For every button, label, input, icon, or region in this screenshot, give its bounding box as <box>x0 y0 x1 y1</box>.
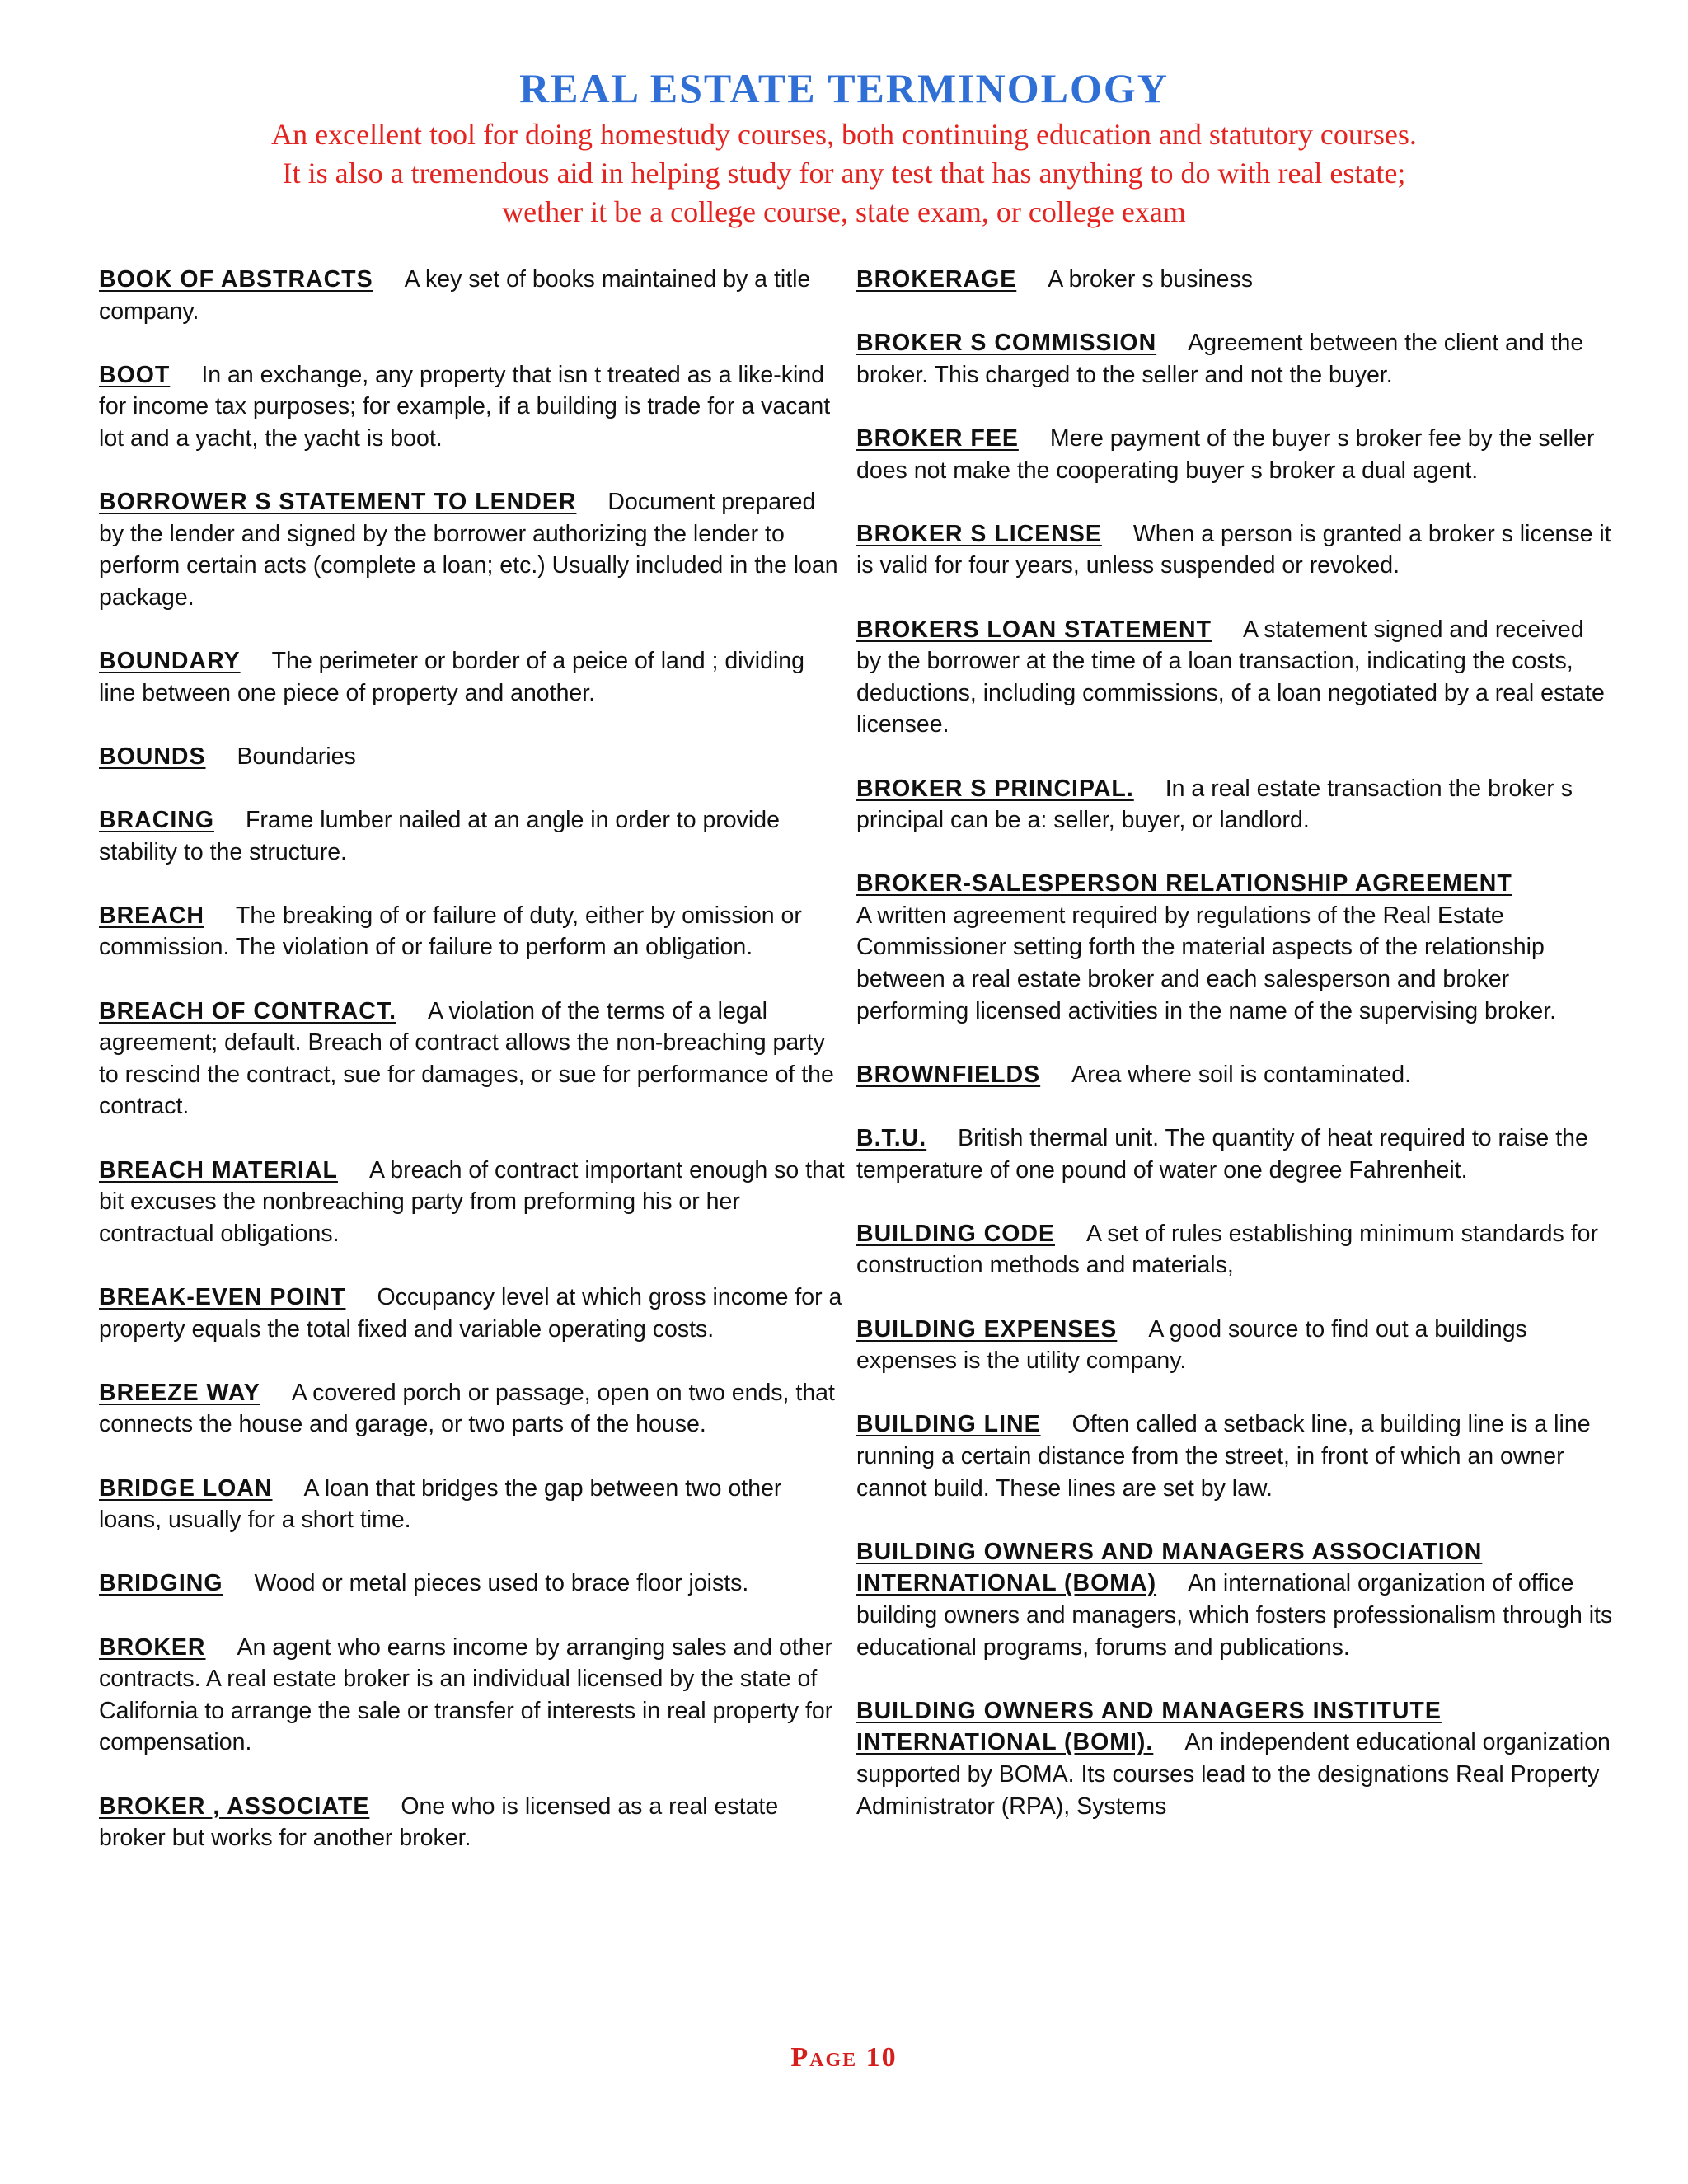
page-number: Page 10 <box>790 2042 898 2073</box>
glossary-term: BOUNDS <box>99 743 206 770</box>
glossary-definition: A set of rules establishing minimum standards for construction methods and materials, <box>856 1220 1598 1279</box>
glossary-term: BREACH <box>99 902 204 929</box>
glossary-definition: Area where soil is contaminated. <box>1071 1061 1412 1088</box>
glossary-term: BUILDING OWNERS AND MANAGERS INSTITUTE INTERNATIONAL (BOMI). <box>856 1697 1442 1756</box>
glossary-term: BUILDING EXPENSES <box>856 1315 1118 1343</box>
subtitle-line: It is also a tremendous aid in helping study for any test that has anything to do with real estate; <box>282 157 1406 190</box>
glossary-entry <box>856 614 1615 741</box>
glossary-entry <box>856 1536 1615 1663</box>
glossary-term: BROKER-SALESPERSON RELATIONSHIP AGREEMENT <box>856 870 1512 898</box>
glossary-term: BROKERS LOAN STATEMENT <box>856 616 1212 643</box>
glossary-term: BREACH MATERIAL <box>99 1156 338 1183</box>
glossary-definition: Frame lumber nailed at an angle in order to provide stability to the structure. <box>99 807 780 865</box>
glossary-entry <box>856 1695 1615 1822</box>
glossary-entry <box>99 1282 845 1345</box>
glossary-definition: A written agreement required by regulations of the Real Estate Commissioner setting forth the material aspects of the relationship between a real estate broker and each salesperson and broker performing licensed activities in the name of the supervising broker. <box>856 902 1557 1024</box>
glossary-entry <box>99 900 845 963</box>
glossary-entry <box>99 1473 845 1536</box>
glossary-term: BROKER S LICENSE <box>856 520 1102 547</box>
glossary-definition: When a person is granted a broker s license it is valid for four years, unless suspended or revoked. <box>856 520 1611 579</box>
glossary-definition: A key set of books maintained by a title company. <box>99 266 811 325</box>
glossary-entry <box>856 1408 1615 1504</box>
glossary-term: BREACH OF CONTRACT. <box>99 997 396 1024</box>
glossary-term: BROKER S PRINCIPAL. <box>856 775 1134 802</box>
glossary-term: BUILDING CODE <box>856 1220 1055 1247</box>
glossary-term: BREAK-EVEN POINT <box>99 1284 346 1310</box>
glossary-definition: Agreement between the client and the broker. This charged to the seller and not the buyer. <box>856 330 1584 388</box>
glossary-term: BUILDING OWNERS AND MANAGERS ASSOCIATION INTERNATIONAL (BOMA) <box>856 1538 1483 1597</box>
glossary-definition: An agent who earns income by arranging sales and other contracts. A real estate broker is an individual licensed by the state of California to arrange the sale or transfer of interests in real property for compensation. <box>99 1633 833 1756</box>
glossary-definition: An independent educational organization supported by BOMA. Its courses lead to the designations Real Property Administrator (RPA), Systems <box>856 1729 1611 1820</box>
glossary-definition: Occupancy level at which gross income for a property equals the total fixed and variable operating costs. <box>99 1284 842 1343</box>
glossary-entry <box>99 1155 845 1250</box>
glossary-entry <box>856 264 1615 296</box>
glossary-definition: In an exchange, any property that isn t treated as a like-kind for income tax purposes; for example, if a building is trade for a vacant lot and a yacht, the yacht is boot. <box>99 361 831 452</box>
glossary-term: BUILDING LINE <box>856 1411 1041 1438</box>
glossary-definition: Document prepared by the lender and signed by the borrower authorizing the lender to perform certain acts (complete a loan; etc.) Usually included in the loan package. <box>99 489 838 611</box>
glossary-entry <box>856 868 1615 1027</box>
glossary-entry <box>99 264 845 327</box>
glossary-entry <box>99 486 845 613</box>
glossary-term: BREEZE WAY <box>99 1379 260 1406</box>
subtitle-block <box>0 115 1688 232</box>
glossary-definition: The breaking of or failure of duty, either by omission or commission. The violation of or failure to perform an obligation. <box>99 902 802 961</box>
glossary-entry <box>856 1059 1615 1091</box>
glossary-entry <box>856 1122 1615 1186</box>
glossary-term: BROKER <box>99 1633 206 1661</box>
glossary-definition: A good source to find out a buildings expenses is the utility company. <box>856 1315 1527 1375</box>
glossary-term: B.T.U. <box>856 1125 927 1152</box>
glossary-term: BRACING <box>99 807 214 834</box>
glossary-entry <box>99 645 845 709</box>
right-column <box>856 264 1615 1854</box>
glossary-definition: A statement signed and received by the borrower at the time of a loan transaction, indicating the costs, deductions, including commissions, of a loan negotiated by a real estate licensee. <box>856 616 1605 738</box>
glossary-definition: Wood or metal pieces used to brace floor joists. <box>254 1570 749 1597</box>
glossary-definition: The perimeter or border of a peice of land ; dividing line between one piece of property and another. <box>99 648 804 706</box>
glossary-definition: A loan that bridges the gap between two other loans, usually for a short time. <box>99 1474 782 1534</box>
glossary-definition: In a real estate transaction the broker s principal can be a: seller, buyer, or landlord. <box>856 775 1573 834</box>
glossary-term: BORROWER S STATEMENT TO LENDER <box>99 489 577 516</box>
glossary-term: BOOK OF ABSTRACTS <box>99 266 373 293</box>
glossary-definition: A breach of contract important enough so that bit excuses the nonbreaching party from preforming his or her contractual obligations. <box>99 1156 845 1247</box>
glossary-entry <box>856 518 1615 582</box>
glossary-entry <box>99 996 845 1122</box>
glossary-definition: One who is licensed as a real estate broker but works for another broker. <box>99 1793 779 1852</box>
glossary-term: BOOT <box>99 361 171 388</box>
glossary-entry <box>99 741 845 773</box>
subtitle-line: An excellent tool for doing homestudy courses, both continuing education and statutory courses. <box>271 118 1417 151</box>
glossary-term: BRIDGING <box>99 1570 223 1597</box>
glossary-definition: Often called a setback line, a building line is a line running a certain distance from the street, in front of which an owner cannot build. These lines are set by law. <box>856 1411 1591 1502</box>
glossary-entry <box>99 1791 845 1854</box>
glossary-term: BROKER S COMMISSION <box>856 330 1157 357</box>
glossary-entry <box>856 773 1615 837</box>
glossary-entry <box>856 1218 1615 1282</box>
glossary-term: BROKER , ASSOCIATE <box>99 1793 370 1820</box>
glossary-definition: An international organization of office building owners and managers, which fosters professionalism through its educational programs, forums and publications. <box>856 1570 1613 1661</box>
glossary-entry <box>856 1314 1615 1377</box>
glossary-entry <box>856 423 1615 486</box>
glossary-definition: British thermal unit. The quantity of heat required to raise the temperature of one pound of water one degree Fahrenheit. <box>856 1125 1588 1183</box>
glossary-term: BROKER FEE <box>856 424 1019 452</box>
subtitle-line: wether it be a college course, state exam, or college exam <box>502 195 1186 228</box>
glossary-entry <box>99 1632 845 1759</box>
glossary-definition: Mere payment of the buyer s broker fee by the seller does not make the cooperating buyer s broker a dual agent. <box>856 424 1595 484</box>
glossary-term: BOUNDARY <box>99 648 241 675</box>
glossary-entry <box>856 327 1615 391</box>
glossary-definition: A covered porch or passage, open on two ends, that connects the house and garage, or two parts of the house. <box>99 1379 835 1438</box>
glossary-definition: A violation of the terms of a legal agreement; default. Breach of contract allows the non-breaching party to rescind the contract, sue for damages, or sue for performance of the contract. <box>99 997 834 1120</box>
glossary-entry <box>99 359 845 455</box>
glossary-entry <box>99 804 845 868</box>
glossary-entry <box>99 1377 845 1441</box>
page-title: REAL ESTATE TERMINOLOGY <box>519 65 1169 111</box>
glossary-entry <box>99 1568 845 1600</box>
glossary-definition: Boundaries <box>237 743 356 770</box>
glossary-definition: A broker s business <box>1048 266 1253 293</box>
glossary-term: BROWNFIELDS <box>856 1061 1041 1088</box>
glossary-term: BRIDGE LOAN <box>99 1474 273 1502</box>
glossary-term: BROKERAGE <box>856 266 1017 293</box>
left-column <box>99 264 845 1886</box>
